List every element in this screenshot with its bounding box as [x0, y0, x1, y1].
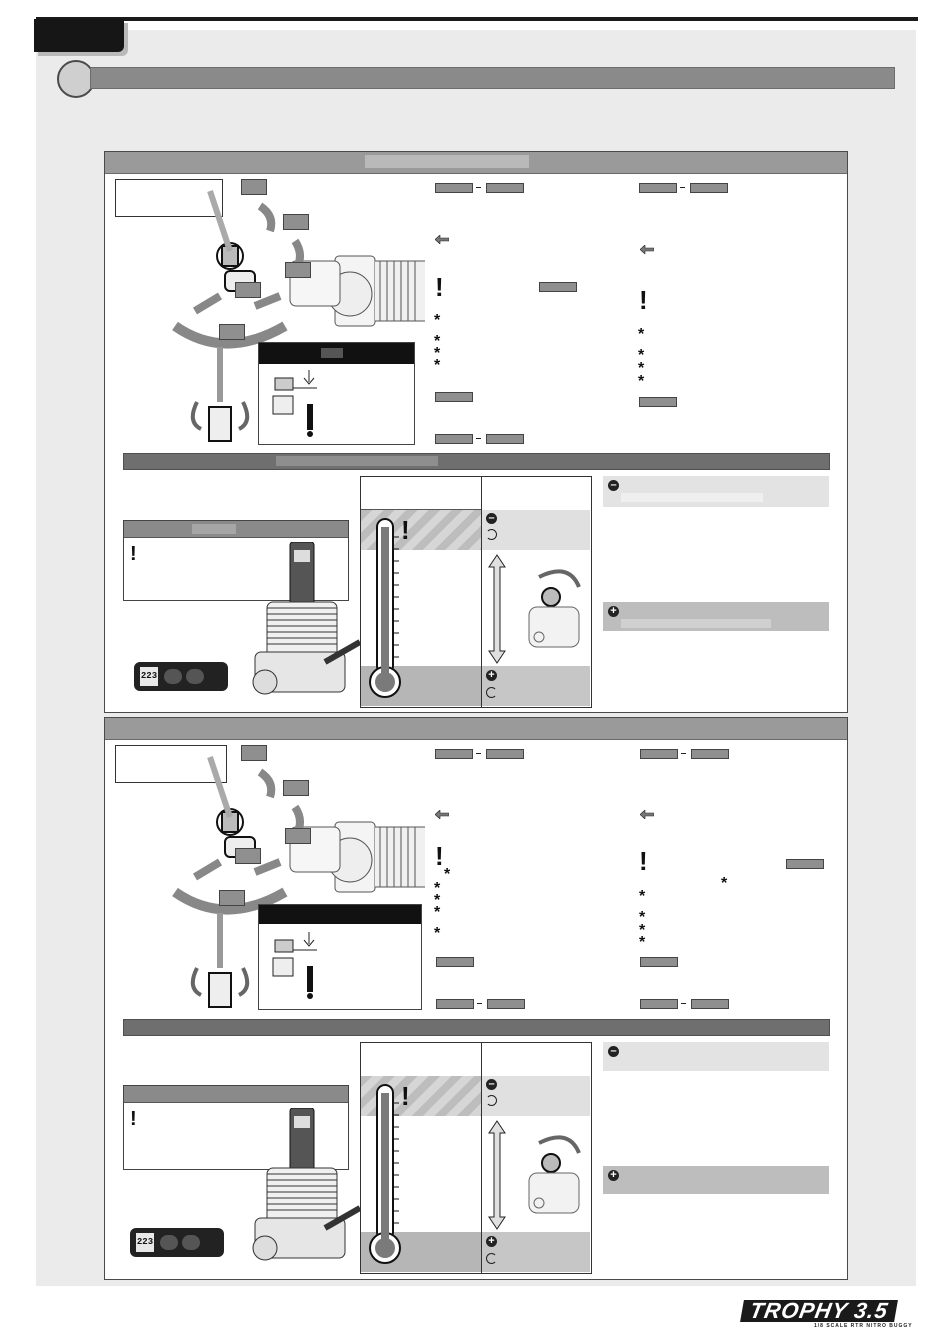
label-chip — [283, 780, 309, 796]
minus-circle-icon: – — [608, 480, 619, 491]
exclamation-icon: ! — [639, 285, 648, 315]
display-button — [160, 1235, 178, 1250]
step-chip — [639, 397, 677, 407]
engine-temperature-gun-illustration — [245, 542, 365, 707]
adjust-direction-arrow — [487, 1119, 507, 1231]
step-chip-b — [486, 749, 524, 759]
thermometer-icon — [367, 517, 403, 702]
lean-band — [482, 1076, 590, 1116]
plus-circle-icon: + — [608, 606, 619, 617]
step-chip-b — [486, 183, 524, 193]
display-button — [186, 669, 204, 684]
logo-wordmark: TROPHY 3.5 — [740, 1300, 898, 1322]
dash — [476, 753, 481, 754]
panel-header — [105, 152, 847, 174]
screwdriver-rotation-illustration — [187, 347, 257, 447]
dash — [681, 753, 686, 754]
minus-circle-icon: – — [486, 513, 497, 524]
lean-info-box — [603, 476, 829, 507]
exclamation-icon: ! — [639, 846, 648, 876]
step-chip-b — [691, 749, 729, 759]
panel-header-highlight — [365, 155, 529, 168]
dash — [681, 1003, 686, 1004]
step-chip-a — [435, 183, 473, 193]
step-chip-b — [691, 999, 729, 1009]
label-chip — [241, 179, 267, 195]
temperature-section-bar — [123, 453, 830, 470]
thermometer-icon — [367, 1083, 403, 1268]
temperature-section-bar — [123, 1019, 830, 1036]
adjust-direction-arrow — [487, 553, 507, 665]
step-chip-a — [435, 434, 473, 444]
bar-highlight — [276, 456, 438, 466]
needle-valve-illustration — [509, 557, 589, 657]
display-button — [164, 669, 182, 684]
step-chip-b — [487, 999, 525, 1009]
left-arrow-icon — [640, 245, 654, 254]
left-arrow-icon — [435, 235, 449, 244]
asterisk-icon: * — [639, 934, 646, 951]
label-chip — [219, 324, 245, 340]
minus-circle-icon: – — [608, 1046, 619, 1057]
asterisk-icon: * — [444, 866, 451, 883]
left-arrow-icon — [435, 810, 449, 819]
step-chip-a — [435, 749, 473, 759]
exclamation-icon: ! — [401, 1081, 410, 1111]
temperature-scale-box — [360, 476, 592, 708]
section-title-bar — [90, 67, 895, 89]
lean-info-box — [603, 1042, 829, 1071]
asterisk-icon: * — [434, 892, 441, 909]
exclamation-icon: ! — [435, 841, 444, 871]
needle-gap-diagram — [269, 368, 339, 438]
inset-header — [259, 343, 414, 364]
label-chip — [235, 848, 261, 864]
glow-temp-display — [134, 662, 228, 691]
exclamation-icon: ! — [130, 543, 137, 565]
label-chip — [283, 214, 309, 230]
display-button — [182, 1235, 200, 1250]
trophy-logo — [742, 1300, 942, 1332]
tip-header — [124, 521, 348, 538]
rich-info-box — [603, 1166, 829, 1194]
screwdriver-rotation-illustration — [187, 913, 257, 1013]
minus-circle-icon: – — [486, 1079, 497, 1090]
needle-gap-diagram — [269, 930, 339, 1000]
display-screen: 223 — [136, 1233, 154, 1252]
needle-valve-illustration — [509, 1123, 589, 1223]
rich-info-box — [603, 602, 829, 631]
step-chip — [436, 957, 474, 967]
needle-setting-inset — [258, 904, 422, 1010]
adjustment-panel-2 — [104, 717, 848, 1280]
display-screen: 223 — [140, 667, 158, 686]
adjustment-panel-1 — [104, 151, 848, 713]
asterisk-icon: * — [639, 909, 646, 926]
rotate-ccw-icon — [486, 529, 497, 540]
asterisk-icon: * — [434, 880, 441, 897]
dash — [476, 438, 481, 439]
temperature-scale-box — [360, 1042, 592, 1274]
plus-circle-icon: + — [486, 1236, 497, 1247]
step-chip-b — [690, 183, 728, 193]
plus-circle-icon: + — [608, 1170, 619, 1181]
exclamation-icon: ! — [130, 1108, 137, 1130]
step-chip-a — [639, 183, 677, 193]
asterisk-icon: * — [639, 888, 646, 905]
engine-temperature-gun-illustration — [245, 1108, 365, 1273]
asterisk-icon: * — [638, 326, 645, 343]
asterisk-icon: * — [638, 373, 645, 390]
panel-header — [105, 718, 847, 740]
step-chip-b — [486, 434, 524, 444]
label-chip — [235, 282, 261, 298]
step-chip — [640, 957, 678, 967]
rich-band — [482, 666, 590, 706]
left-arrow-icon — [640, 810, 654, 819]
step-chip-a — [640, 749, 678, 759]
asterisk-icon: * — [639, 922, 646, 939]
label-chip — [285, 262, 311, 278]
inline-chip — [786, 859, 824, 869]
label-chip — [285, 828, 311, 844]
exclamation-icon: ! — [401, 515, 410, 545]
rich-band — [482, 1232, 590, 1272]
dash — [680, 187, 685, 188]
asterisk-icon: * — [638, 347, 645, 364]
lean-band — [482, 510, 590, 550]
asterisk-icon: * — [638, 360, 645, 377]
tip-header-chip — [192, 524, 236, 534]
label-chip — [219, 890, 245, 906]
inset-header-chip — [321, 348, 343, 358]
section-tab — [34, 19, 124, 52]
tip-header — [124, 1086, 348, 1103]
asterisk-icon: * — [434, 333, 441, 350]
rotate-cw-icon — [486, 687, 497, 698]
rotate-cw-icon — [486, 1253, 497, 1264]
plus-circle-icon: + — [486, 670, 497, 681]
glow-temp-display — [130, 1228, 224, 1257]
label-chip — [241, 745, 267, 761]
inline-chip — [539, 282, 577, 292]
asterisk-icon: * — [721, 875, 728, 892]
rotate-ccw-icon — [486, 1095, 497, 1106]
asterisk-icon: * — [434, 925, 441, 942]
info-highlight — [621, 619, 771, 628]
inset-header — [259, 905, 421, 924]
dash — [476, 187, 481, 188]
asterisk-icon: * — [434, 904, 441, 921]
exclamation-icon: ! — [435, 272, 444, 302]
dash — [477, 1003, 482, 1004]
needle-setting-inset — [258, 342, 415, 445]
asterisk-icon: * — [434, 312, 441, 329]
step-chip-a — [640, 999, 678, 1009]
step-chip-a — [436, 999, 474, 1009]
asterisk-icon: * — [434, 345, 441, 362]
info-highlight — [621, 493, 763, 502]
step-chip — [435, 392, 473, 402]
top-rule — [36, 17, 918, 21]
logo-subtitle: 1/8 SCALE RTR NITRO BUGGY — [814, 1323, 913, 1329]
asterisk-icon: * — [434, 357, 441, 374]
